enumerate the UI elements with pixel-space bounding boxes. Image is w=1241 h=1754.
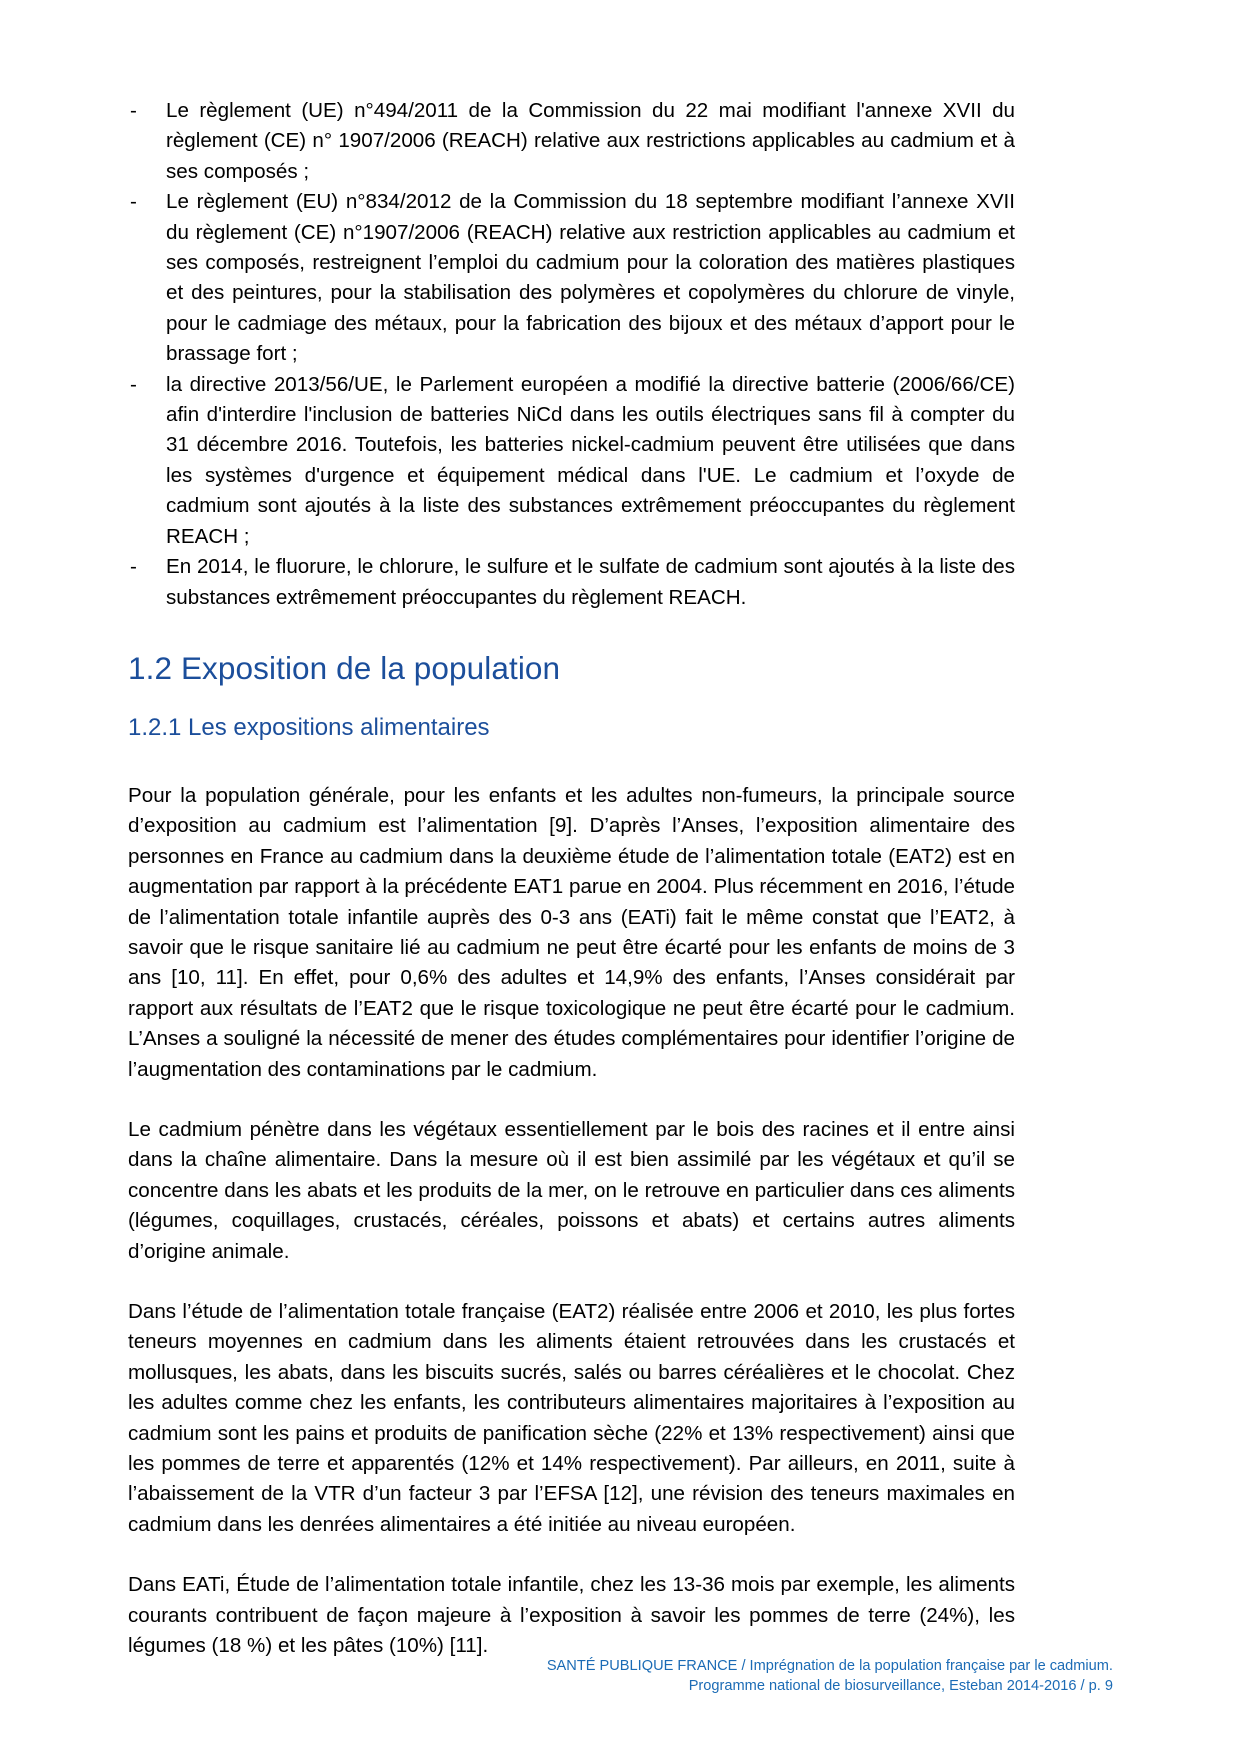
section-heading: 1.2 Exposition de la population: [128, 649, 561, 686]
regulations-bullet-list: [128, 96, 1015, 613]
list-item-text: En 2014, le fluorure, le chlorure, le sulfure et le sulfate de cadmium sont ajoutés à la liste des substances extrêmement préoccupantes du règlement REACH.: [166, 555, 1015, 609]
list-item: [128, 370, 1015, 552]
bullet-marker: -: [130, 555, 137, 579]
body-paragraph: Pour la population générale, pour les enfants et les adultes non-fumeurs, la principale source d’exposition au cadmium est l’alimentation [9]. D’après l’Anses, l’exposition alimentaire des personnes en France au cadmium dans la deuxième étude de l’alimentation totale (EAT2) est en augmentation par rapport à la précédente EAT1 parue en 2004. Plus récemment en 2016, l’étude de l’alimentation totale infantile auprès des 0-3 ans (EATi) fait le même constat que l’EAT2, à savoir que le risque sanitaire lié au cadmium ne peut être écarté pour les enfants de moins de 3 ans [10, 11]. En effet, pour 0,6% des adultes et 14,9% des enfants, l’Anses considérait par rapport aux résultats de l’EAT2 que le risque toxicologique ne peut être écarté pour le cadmium. L’Anses a souligné la nécessité de mener des études complémentaires pour identifier l’origine de l’augmentation des contaminations par le cadmium.: [128, 783, 1015, 1081]
bullet-marker: -: [130, 99, 137, 122]
list-item: [128, 187, 1015, 369]
footer-line-1: SANTÉ PUBLIQUE FRANCE / Imprégnation de la population française par le cadmium.: [546, 1658, 1113, 1674]
body-paragraph: Le cadmium pénètre dans les végétaux essentiellement par le bois des racines et il entre ainsi dans la chaîne alimentaire. Dans la mesure où il est bien assimilé par les végétaux et qu’il se concentre dans les abats et les produits de la mer, on le retrouve en particulier dans ces aliments (légumes, coquillages, crustacés, céréales, poissons et abats) et certains autres aliments d’origine animale.: [128, 1117, 1015, 1263]
body-paragraph: Dans l’étude de l’alimentation totale française (EAT2) réalisée entre 2006 et 2010, les plus fortes teneurs moyennes en cadmium dans les aliments étaient retrouvées dans les crustacés et mollusques, les abats, dans les biscuits sucrés, salés ou barres céréalières et le chocolat. Chez les adultes comme chez les enfants, les contributeurs alimentaires majoritaires à l’exposition au cadmium sont les pains et produits de panification sèche (22% et 13% respectivement) ainsi que les pommes de terre et apparentés (12% et 14% respectivement). Par ailleurs, en 2011, suite à l’abaissement de la VTR d’un facteur 3 par l’EFSA [12], une révision des teneurs maximales en cadmium dans les denrées alimentaires a été initiée au niveau européen.: [128, 1300, 1015, 1536]
body-paragraph: Dans EATi, Étude de l’alimentation totale infantile, chez les 13-36 mois par exemple, les aliments courants contribuent de façon majeure à l’exposition à savoir les pommes de terre (24%), les légumes (18 %) et les pâtes (10%) [11].: [128, 1573, 1015, 1658]
page-footer: [128, 1656, 1113, 1696]
bullet-marker: -: [130, 372, 137, 396]
footer-line-2: Programme national de biosurveillance, Esteban 2014-2016 / p. 9: [688, 1678, 1113, 1694]
list-item-text: Le règlement (EU) n°834/2012 de la Commission du 18 septembre modifiant l’annexe XVII du règlement (CE) n°1907/2006 (REACH) relative aux restriction applicables au cadmium et ses composés, restreignent l’emploi du cadmium pour la coloration des matières plastiques et des peintures, pour la stabilisation des polymères et copolymères du chlorure de vinyle, pour le cadmiage des métaux, pour la fabrication des bijoux et des métaux d’apport pour le brassage fort ;: [166, 190, 1015, 366]
list-item: [128, 96, 1015, 187]
page-content: [128, 96, 1015, 1661]
bullet-marker: -: [130, 190, 137, 214]
list-item-text: la directive 2013/56/UE, le Parlement européen a modifié la directive batterie (2006/66/CE) afin d'interdire l'inclusion de batteries NiCd dans les outils électriques sans fil à compter du 31 décembre 2016. Toutefois, les batteries nickel-cadmium peuvent être utilisées que dans les systèmes d'urgence et équipement médical dans l'UE. Le cadmium et l’oxyde de cadmium sont ajoutés à la liste des substances extrêmement préoccupantes du règlement REACH ;: [166, 372, 1015, 548]
subsection-heading: 1.2.1 Les expositions alimentaires: [128, 713, 490, 741]
list-item-text: Le règlement (UE) n°494/2011 de la Commission du 22 mai modifiant l'annexe XVII du règlement (CE) n° 1907/2006 (REACH) relative aux restrictions applicables au cadmium et à ses composés ;: [166, 99, 1015, 183]
list-item: [128, 552, 1015, 613]
